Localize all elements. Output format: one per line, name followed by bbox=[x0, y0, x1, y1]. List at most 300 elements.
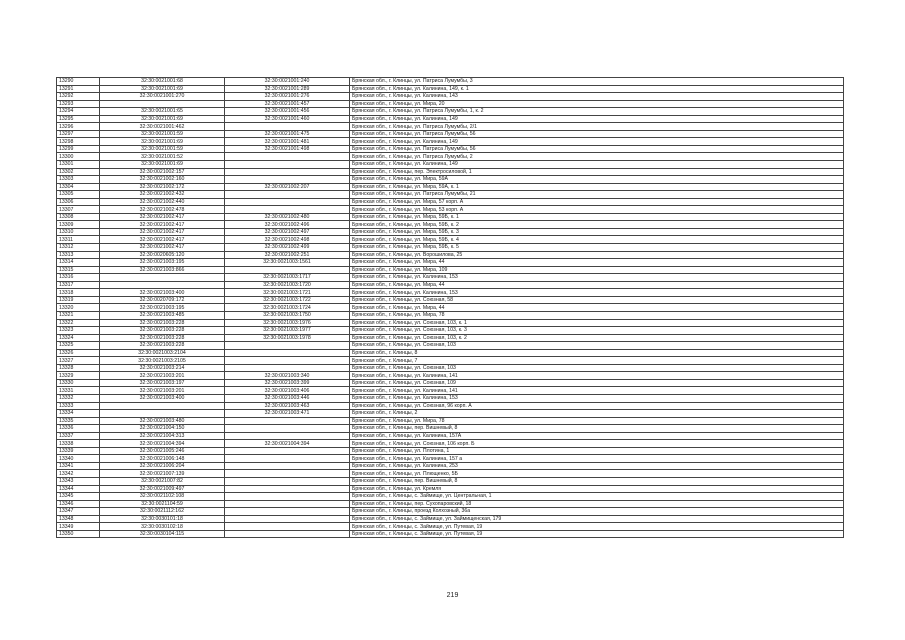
cadastral-number-cell: 32:30:0021004:150 bbox=[100, 425, 225, 433]
row-number-cell: 13338 bbox=[57, 440, 100, 448]
row-number-cell: 13337 bbox=[57, 432, 100, 440]
object-number-cell bbox=[225, 530, 350, 538]
address-cell: Брянская обл., г. Клинцы, ул. Калинина, 153 bbox=[350, 394, 844, 402]
object-number-cell: 32:30:0021002:499 bbox=[225, 244, 350, 252]
row-number-cell: 13301 bbox=[57, 161, 100, 169]
object-number-cell bbox=[225, 206, 350, 214]
row-number-cell: 13347 bbox=[57, 508, 100, 516]
object-number-cell bbox=[225, 198, 350, 206]
address-cell: Брянская обл., г. Клинцы, ул. Калинина, 141 bbox=[350, 372, 844, 380]
row-number-cell: 13326 bbox=[57, 349, 100, 357]
table-row bbox=[57, 417, 844, 425]
row-number-cell: 13334 bbox=[57, 410, 100, 418]
object-number-cell: 32:30:0021001:456 bbox=[225, 108, 350, 116]
row-number-cell: 13310 bbox=[57, 228, 100, 236]
table-row bbox=[57, 259, 844, 267]
row-number-cell: 13297 bbox=[57, 130, 100, 138]
row-number-cell: 13350 bbox=[57, 530, 100, 538]
cadastral-number-cell: 32:30:0021002:478 bbox=[100, 206, 225, 214]
row-number-cell: 13300 bbox=[57, 153, 100, 161]
row-number-cell: 13324 bbox=[57, 334, 100, 342]
address-cell: Брянская обл., г. Клинцы, ул. Союзная, 103 bbox=[350, 364, 844, 372]
row-number-cell: 13304 bbox=[57, 183, 100, 191]
row-number-cell: 13303 bbox=[57, 176, 100, 184]
object-number-cell: 32:30:0021003:1977 bbox=[225, 327, 350, 335]
table-row bbox=[57, 191, 844, 199]
table-row bbox=[57, 319, 844, 327]
cadastral-number-cell: 32:30:0021002:172 bbox=[100, 183, 225, 191]
table-row bbox=[57, 455, 844, 463]
address-cell: Брянская обл., г. Клинцы, ул. Союзная, 106 корп. Б bbox=[350, 440, 844, 448]
object-number-cell: 32:30:0021003:1721 bbox=[225, 289, 350, 297]
object-number-cell bbox=[225, 176, 350, 184]
row-number-cell: 13327 bbox=[57, 357, 100, 365]
object-number-cell: 32:30:0021003:471 bbox=[225, 410, 350, 418]
address-cell: Брянская обл., г. Клинцы, ул. Союзная, 58 bbox=[350, 296, 844, 304]
object-number-cell: 32:30:0021003:1717 bbox=[225, 274, 350, 282]
table-row bbox=[57, 281, 844, 289]
row-number-cell: 13323 bbox=[57, 327, 100, 335]
table-row bbox=[57, 266, 844, 274]
object-number-cell bbox=[225, 266, 350, 274]
table-row bbox=[57, 138, 844, 146]
row-number-cell: 13339 bbox=[57, 447, 100, 455]
cadastral-number-cell: 32:30:0021009:497 bbox=[100, 485, 225, 493]
address-cell: Брянская обл., г. Клинцы, ул. Патриса Лумумбы, 21 bbox=[350, 191, 844, 199]
row-number-cell: 13312 bbox=[57, 244, 100, 252]
object-number-cell: 32:30:0021003:406 bbox=[225, 387, 350, 395]
address-cell: Брянская обл., г. Клинцы, ул. Союзная, 103 bbox=[350, 342, 844, 350]
cadastral-number-cell: 32:30:0030104:115 bbox=[100, 530, 225, 538]
table-row bbox=[57, 274, 844, 282]
cadastral-number-cell: 32:30:0021007:82 bbox=[100, 477, 225, 485]
object-number-cell: 32:30:0021002:480 bbox=[225, 213, 350, 221]
row-number-cell: 13316 bbox=[57, 274, 100, 282]
table-row bbox=[57, 432, 844, 440]
cadastral-number-cell: 32:30:0021003:400 bbox=[100, 289, 225, 297]
row-number-cell: 13295 bbox=[57, 115, 100, 123]
address-cell: Брянская обл., г. Клинцы, 7 bbox=[350, 357, 844, 365]
address-cell: Брянская обл., г. Клинцы, ул. Калинина, 141 bbox=[350, 387, 844, 395]
address-cell: Брянская обл., г. Клинцы, ул. Мира, 59А bbox=[350, 176, 844, 184]
address-cell: Брянская обл., г. Клинцы, ул. Калинина, 153 bbox=[350, 289, 844, 297]
cadastral-number-cell: 32:30:0021003:195 bbox=[100, 259, 225, 267]
object-number-cell: 32:30:0021002:251 bbox=[225, 251, 350, 259]
row-number-cell: 13298 bbox=[57, 138, 100, 146]
object-number-cell bbox=[225, 168, 350, 176]
row-number-cell: 13293 bbox=[57, 100, 100, 108]
row-number-cell: 13336 bbox=[57, 425, 100, 433]
table-row bbox=[57, 364, 844, 372]
object-number-cell: 32:30:0021003:446 bbox=[225, 394, 350, 402]
address-cell: Брянская обл., г. Клинцы, ул. Мира, 59Б, к. 3 bbox=[350, 228, 844, 236]
address-cell: Брянская обл., г. Клинцы, пер. Вишневый, 8 bbox=[350, 477, 844, 485]
address-cell: Брянская обл., г. Клинцы, с. Займище, ул. Займищенская, 179 bbox=[350, 515, 844, 523]
cadastral-number-cell: 32:30:0021003:201 bbox=[100, 387, 225, 395]
address-cell: Брянская обл., г. Клинцы, ул. Калинина, 157 а bbox=[350, 455, 844, 463]
cadastral-number-cell: 32:30:0021003:485 bbox=[100, 311, 225, 319]
table-row bbox=[57, 440, 844, 448]
table-row bbox=[57, 78, 844, 86]
object-number-cell bbox=[225, 357, 350, 365]
object-number-cell bbox=[225, 515, 350, 523]
table-row bbox=[57, 123, 844, 131]
object-number-cell: 32:30:0021002:498 bbox=[225, 236, 350, 244]
table-row bbox=[57, 228, 844, 236]
row-number-cell: 13308 bbox=[57, 213, 100, 221]
table-row bbox=[57, 93, 844, 101]
table-row bbox=[57, 327, 844, 335]
object-number-cell: 32:30:0021001:289 bbox=[225, 85, 350, 93]
address-cell: Брянская обл., г. Клинцы, ул. Мира, 109 bbox=[350, 266, 844, 274]
cadastral-number-cell: 32:30:0021001:69 bbox=[100, 85, 225, 93]
cadastral-number-cell: 32:30:0021001:69 bbox=[100, 138, 225, 146]
address-cell: Брянская обл., г. Клинцы, ул. Мира, 59Б, к. 4 bbox=[350, 236, 844, 244]
address-cell: Брянская обл., г. Клинцы, ул. Мира, 44 bbox=[350, 259, 844, 267]
cadastral-number-cell: 32:30:0021003:201 bbox=[100, 372, 225, 380]
cadastral-number-cell: 32:30:0021002:417 bbox=[100, 228, 225, 236]
table-row bbox=[57, 311, 844, 319]
address-cell: Брянская обл., г. Клинцы, ул. Мира, 59Б, к. 5 bbox=[350, 244, 844, 252]
table-row bbox=[57, 425, 844, 433]
address-cell: Брянская обл., г. Клинцы, ул. Патриса Лумумбы, 1, к. 2 bbox=[350, 108, 844, 116]
address-cell: Брянская обл., г. Клинцы, ул. Патриса Лумумбы, 2 bbox=[350, 153, 844, 161]
row-number-cell: 13311 bbox=[57, 236, 100, 244]
table-row bbox=[57, 115, 844, 123]
address-cell: Брянская обл., г. Клинцы, ул. Патриса Лумумбы, 56 bbox=[350, 130, 844, 138]
object-number-cell: 32:30:0021001:498 bbox=[225, 145, 350, 153]
address-cell: Брянская обл., г. Клинцы, ул. Мира, 20 bbox=[350, 100, 844, 108]
row-number-cell: 13333 bbox=[57, 402, 100, 410]
row-number-cell: 13330 bbox=[57, 379, 100, 387]
row-number-cell: 13294 bbox=[57, 108, 100, 116]
cadastral-number-cell: 32:30:0021001:65 bbox=[100, 108, 225, 116]
object-number-cell bbox=[225, 455, 350, 463]
cadastral-number-cell: 32:30:0021006:148 bbox=[100, 455, 225, 463]
cadastral-number-cell: 32:30:0021001:59 bbox=[100, 130, 225, 138]
table-row bbox=[57, 447, 844, 455]
cadastral-number-cell: 32:30:0021003:2104 bbox=[100, 349, 225, 357]
object-number-cell bbox=[225, 161, 350, 169]
table-row bbox=[57, 85, 844, 93]
address-cell: Брянская обл., г. Клинцы, пер. Сухопаровский, 18 bbox=[350, 500, 844, 508]
object-number-cell bbox=[225, 153, 350, 161]
cadastral-number-cell bbox=[100, 410, 225, 418]
address-cell: Брянская обл., г. Клинцы, ул. Мира, 59Б, к. 1 bbox=[350, 213, 844, 221]
cadastral-number-cell: 32:30:0021003:214 bbox=[100, 364, 225, 372]
object-number-cell bbox=[225, 425, 350, 433]
address-cell: Брянская обл., г. Клинцы, ул. Калинина, 157А bbox=[350, 432, 844, 440]
address-cell: Брянская обл., г. Клинцы, 8 bbox=[350, 349, 844, 357]
row-number-cell: 13306 bbox=[57, 198, 100, 206]
table-row bbox=[57, 349, 844, 357]
table-row bbox=[57, 176, 844, 184]
address-cell: Брянская обл., г. Клинцы, ул. Калинина, 149, к. 1 bbox=[350, 85, 844, 93]
page-number: 219 bbox=[446, 592, 459, 599]
cadastral-number-cell: 32:30:0021002:160 bbox=[100, 176, 225, 184]
table-row bbox=[57, 168, 844, 176]
cadastral-number-cell: 32:30:0030101:18 bbox=[100, 515, 225, 523]
cadastral-number-cell: 32:30:0021007:139 bbox=[100, 470, 225, 478]
row-number-cell: 13299 bbox=[57, 145, 100, 153]
object-number-cell: 32:30:0021001:276 bbox=[225, 93, 350, 101]
table-row bbox=[57, 402, 844, 410]
cadastral-number-cell bbox=[100, 274, 225, 282]
object-number-cell bbox=[225, 447, 350, 455]
cadastral-number-cell: 32:30:0021003:197 bbox=[100, 379, 225, 387]
address-cell: Брянская обл., г. Клинцы, с. Займище, ул. Путевая, 19 bbox=[350, 523, 844, 531]
address-cell: Брянская обл., г. Клинцы, ул. Мира, 57 корп. А bbox=[350, 198, 844, 206]
row-number-cell: 13340 bbox=[57, 455, 100, 463]
object-number-cell: 32:30:0021003:1976 bbox=[225, 319, 350, 327]
address-cell: Брянская обл., г. Клинцы, ул. Ворошилова, 25 bbox=[350, 251, 844, 259]
cadastral-number-cell: 32:30:0021001:462 bbox=[100, 123, 225, 131]
cadastral-number-cell: 32:30:0020709:172 bbox=[100, 296, 225, 304]
address-cell: Брянская обл., г. Клинцы, ул. Калинина, 153 bbox=[350, 274, 844, 282]
object-number-cell: 32:30:0021003:1722 bbox=[225, 296, 350, 304]
cadastral-number-cell: 32:30:0021002:417 bbox=[100, 213, 225, 221]
address-cell: Брянская обл., г. Клинцы, ул. Мира, 59А, к. 1 bbox=[350, 183, 844, 191]
address-cell: Брянская обл., г. Клинцы, ул. Калинина, 143 bbox=[350, 93, 844, 101]
row-number-cell: 13313 bbox=[57, 251, 100, 259]
object-number-cell: 32:30:0021001:240 bbox=[225, 78, 350, 86]
address-cell: Брянская обл., г. Клинцы, пер. Электросиловой, 1 bbox=[350, 168, 844, 176]
object-number-cell: 32:30:0021002:497 bbox=[225, 228, 350, 236]
row-number-cell: 13325 bbox=[57, 342, 100, 350]
address-cell: Брянская обл., г. Клинцы, пер. Вишневый, 8 bbox=[350, 425, 844, 433]
table-row bbox=[57, 485, 844, 493]
row-number-cell: 13317 bbox=[57, 281, 100, 289]
cadastral-number-cell: 32:30:0021001:69 bbox=[100, 161, 225, 169]
address-cell: Брянская обл., г. Клинцы, ул. Мира, 44 bbox=[350, 304, 844, 312]
object-number-cell bbox=[225, 432, 350, 440]
table-row bbox=[57, 153, 844, 161]
cadastral-number-cell: 32:30:0021002:432 bbox=[100, 191, 225, 199]
address-cell: Брянская обл., г. Клинцы, ул. Калинина, 253 bbox=[350, 462, 844, 470]
row-number-cell: 13291 bbox=[57, 85, 100, 93]
row-number-cell: 13318 bbox=[57, 289, 100, 297]
table-row bbox=[57, 100, 844, 108]
address-cell: Брянская обл., г. Клинцы, ул. Плющенко, 5Б bbox=[350, 470, 844, 478]
cadastral-number-cell: 32:30:0030102:18 bbox=[100, 523, 225, 531]
table-row bbox=[57, 130, 844, 138]
address-cell: Брянская обл., г. Клинцы, ул. Калинина, 149 bbox=[350, 138, 844, 146]
row-number-cell: 13320 bbox=[57, 304, 100, 312]
row-number-cell: 13290 bbox=[57, 78, 100, 86]
address-cell: Брянская обл., г. Клинцы, ул. Мира, 59Б, к. 2 bbox=[350, 221, 844, 229]
table-row bbox=[57, 296, 844, 304]
object-number-cell bbox=[225, 523, 350, 531]
cadastral-number-cell: 32:30:0021001:52 bbox=[100, 153, 225, 161]
table-row bbox=[57, 221, 844, 229]
object-number-cell bbox=[225, 500, 350, 508]
object-number-cell: 32:30:0021003:340 bbox=[225, 372, 350, 380]
row-number-cell: 13349 bbox=[57, 523, 100, 531]
address-cell: Брянская обл., г. Клинцы, ул. Союзная, 103, к. 1 bbox=[350, 319, 844, 327]
row-number-cell: 13309 bbox=[57, 221, 100, 229]
object-number-cell bbox=[225, 485, 350, 493]
table-row bbox=[57, 462, 844, 470]
object-number-cell bbox=[225, 364, 350, 372]
cadastral-number-cell: 32:30:0021003:228 bbox=[100, 342, 225, 350]
table-row bbox=[57, 236, 844, 244]
object-number-cell: 32:30:0021002:496 bbox=[225, 221, 350, 229]
cadastral-number-cell: 32:30:0021004:394 bbox=[100, 440, 225, 448]
row-number-cell: 13348 bbox=[57, 515, 100, 523]
object-number-cell bbox=[225, 470, 350, 478]
table-row bbox=[57, 379, 844, 387]
object-number-cell: 32:30:0021003:1561 bbox=[225, 259, 350, 267]
registry-table-body bbox=[57, 78, 844, 538]
cadastral-number-cell: 32:30:0021002:440 bbox=[100, 198, 225, 206]
table-row bbox=[57, 493, 844, 501]
address-cell: Брянская обл., г. Клинцы, ул. Калинина, 149 bbox=[350, 161, 844, 169]
address-cell: Брянская обл., г. Клинцы, проезд Колхозный, 36а bbox=[350, 508, 844, 516]
object-number-cell: 32:30:0021003:399 bbox=[225, 379, 350, 387]
address-cell: Брянская обл., г. Клинцы, ул. Кремля bbox=[350, 485, 844, 493]
object-number-cell bbox=[225, 349, 350, 357]
object-number-cell bbox=[225, 417, 350, 425]
address-cell: Брянская обл., г. Клинцы, ул. Плотина, 1 bbox=[350, 447, 844, 455]
row-number-cell: 13332 bbox=[57, 394, 100, 402]
row-number-cell: 13331 bbox=[57, 387, 100, 395]
cadastral-number-cell: 32:30:0021003:228 bbox=[100, 334, 225, 342]
table-row bbox=[57, 108, 844, 116]
table-row bbox=[57, 206, 844, 214]
address-cell: Брянская обл., г. Клинцы, ул. Союзная, 109 bbox=[350, 379, 844, 387]
cadastral-number-cell: 32:30:0021006:204 bbox=[100, 462, 225, 470]
table-row bbox=[57, 515, 844, 523]
row-number-cell: 13345 bbox=[57, 493, 100, 501]
table-row bbox=[57, 470, 844, 478]
cadastral-number-cell: 32:30:0021003:228 bbox=[100, 319, 225, 327]
cadastral-number-cell: 32:30:0021003:195 bbox=[100, 304, 225, 312]
row-number-cell: 13321 bbox=[57, 311, 100, 319]
address-cell: Брянская обл., г. Клинцы, ул. Мира, 53 корп. А bbox=[350, 206, 844, 214]
row-number-cell: 13319 bbox=[57, 296, 100, 304]
table-row bbox=[57, 508, 844, 516]
row-number-cell: 13344 bbox=[57, 485, 100, 493]
cadastral-number-cell: 32:30:0021003:480 bbox=[100, 417, 225, 425]
cadastral-number-cell: 32:30:0021004:313 bbox=[100, 432, 225, 440]
cadastral-number-cell bbox=[100, 100, 225, 108]
cadastral-number-cell: 32:30:0021002:417 bbox=[100, 236, 225, 244]
row-number-cell: 13307 bbox=[57, 206, 100, 214]
cadastral-number-cell: 32:30:0021003:400 bbox=[100, 394, 225, 402]
address-cell: Брянская обл., г. Клинцы, 2 bbox=[350, 410, 844, 418]
row-number-cell: 13292 bbox=[57, 93, 100, 101]
table-row bbox=[57, 523, 844, 531]
object-number-cell: 32:30:0021002:207 bbox=[225, 183, 350, 191]
row-number-cell: 13314 bbox=[57, 259, 100, 267]
table-row bbox=[57, 357, 844, 365]
address-cell: Брянская обл., г. Клинцы, с. Займище, ул. Путевая, 19 bbox=[350, 530, 844, 538]
table-row bbox=[57, 289, 844, 297]
cadastral-number-cell: 32:30:0021001:270 bbox=[100, 93, 225, 101]
address-cell: Брянская обл., г. Клинцы, ул. Союзная, 103, к. 2 bbox=[350, 334, 844, 342]
object-number-cell: 32:30:0021001:475 bbox=[225, 130, 350, 138]
address-cell: Брянская обл., г. Клинцы, ул. Союзная, 103, к. 3 bbox=[350, 327, 844, 335]
object-number-cell: 32:30:0021001:457 bbox=[225, 100, 350, 108]
address-cell: Брянская обл., г. Клинцы, ул. Патриса Лумумбы, 3 bbox=[350, 78, 844, 86]
object-number-cell: 32:30:0021003:1978 bbox=[225, 334, 350, 342]
object-number-cell bbox=[225, 493, 350, 501]
address-cell: Брянская обл., г. Клинцы, ул. Мира, 78 bbox=[350, 417, 844, 425]
object-number-cell bbox=[225, 462, 350, 470]
cadastral-number-cell: 32:30:0021001:59 bbox=[100, 145, 225, 153]
row-number-cell: 13305 bbox=[57, 191, 100, 199]
object-number-cell bbox=[225, 123, 350, 131]
table-row bbox=[57, 145, 844, 153]
cadastral-number-cell: 32:30:0021003:2105 bbox=[100, 357, 225, 365]
row-number-cell: 13329 bbox=[57, 372, 100, 380]
cadastral-number-cell: 32:30:0021104:59 bbox=[100, 500, 225, 508]
object-number-cell: 32:30:0021001:481 bbox=[225, 138, 350, 146]
cadastral-number-cell: 32:30:0021002:157 bbox=[100, 168, 225, 176]
table-row bbox=[57, 334, 844, 342]
table-row bbox=[57, 161, 844, 169]
table-row bbox=[57, 500, 844, 508]
table-row bbox=[57, 387, 844, 395]
address-cell: Брянская обл., г. Клинцы, ул. Союзная, 96 корп. А bbox=[350, 402, 844, 410]
row-number-cell: 13341 bbox=[57, 462, 100, 470]
object-number-cell: 32:30:0021003:1750 bbox=[225, 311, 350, 319]
row-number-cell: 13342 bbox=[57, 470, 100, 478]
address-cell: Брянская обл., г. Клинцы, ул. Патриса Лумумбы, 2/1 bbox=[350, 123, 844, 131]
row-number-cell: 13322 bbox=[57, 319, 100, 327]
table-row bbox=[57, 183, 844, 191]
object-number-cell bbox=[225, 508, 350, 516]
cadastral-number-cell: 32:30:0021102:108 bbox=[100, 493, 225, 501]
object-number-cell: 32:30:0021003:463 bbox=[225, 402, 350, 410]
cadastral-number-cell bbox=[100, 281, 225, 289]
row-number-cell: 13346 bbox=[57, 500, 100, 508]
row-number-cell: 13296 bbox=[57, 123, 100, 131]
address-cell: Брянская обл., г. Клинцы, ул. Мира, 78 bbox=[350, 311, 844, 319]
object-number-cell bbox=[225, 191, 350, 199]
table-row bbox=[57, 304, 844, 312]
table-row bbox=[57, 477, 844, 485]
cadastral-number-cell: 32:30:0020605:120 bbox=[100, 251, 225, 259]
cadastral-number-cell: 32:30:0021002:417 bbox=[100, 221, 225, 229]
table-row bbox=[57, 244, 844, 252]
address-cell: Брянская обл., г. Клинцы, с. Займище, ул. Центральная, 1 bbox=[350, 493, 844, 501]
cadastral-number-cell: 32:30:0021001:68 bbox=[100, 78, 225, 86]
table-row bbox=[57, 530, 844, 538]
row-number-cell: 13335 bbox=[57, 417, 100, 425]
object-number-cell: 32:30:0021004:394 bbox=[225, 440, 350, 448]
object-number-cell bbox=[225, 342, 350, 350]
row-number-cell: 13328 bbox=[57, 364, 100, 372]
row-number-cell: 13302 bbox=[57, 168, 100, 176]
table-row bbox=[57, 394, 844, 402]
cadastral-number-cell: 32:30:0021002:417 bbox=[100, 244, 225, 252]
object-number-cell bbox=[225, 477, 350, 485]
table-row bbox=[57, 410, 844, 418]
table-row bbox=[57, 198, 844, 206]
table-row bbox=[57, 251, 844, 259]
row-number-cell: 13315 bbox=[57, 266, 100, 274]
cadastral-number-cell bbox=[100, 402, 225, 410]
table-row bbox=[57, 372, 844, 380]
table-row bbox=[57, 342, 844, 350]
row-number-cell: 13343 bbox=[57, 477, 100, 485]
cadastral-number-cell: 32:30:0021003:228 bbox=[100, 327, 225, 335]
cadastral-number-cell: 32:30:0021003:866 bbox=[100, 266, 225, 274]
address-cell: Брянская обл., г. Клинцы, ул. Калинина, 149 bbox=[350, 115, 844, 123]
address-cell: Брянская обл., г. Клинцы, ул. Патриса Лумумбы, 56 bbox=[350, 145, 844, 153]
object-number-cell: 32:30:0021003:1724 bbox=[225, 304, 350, 312]
